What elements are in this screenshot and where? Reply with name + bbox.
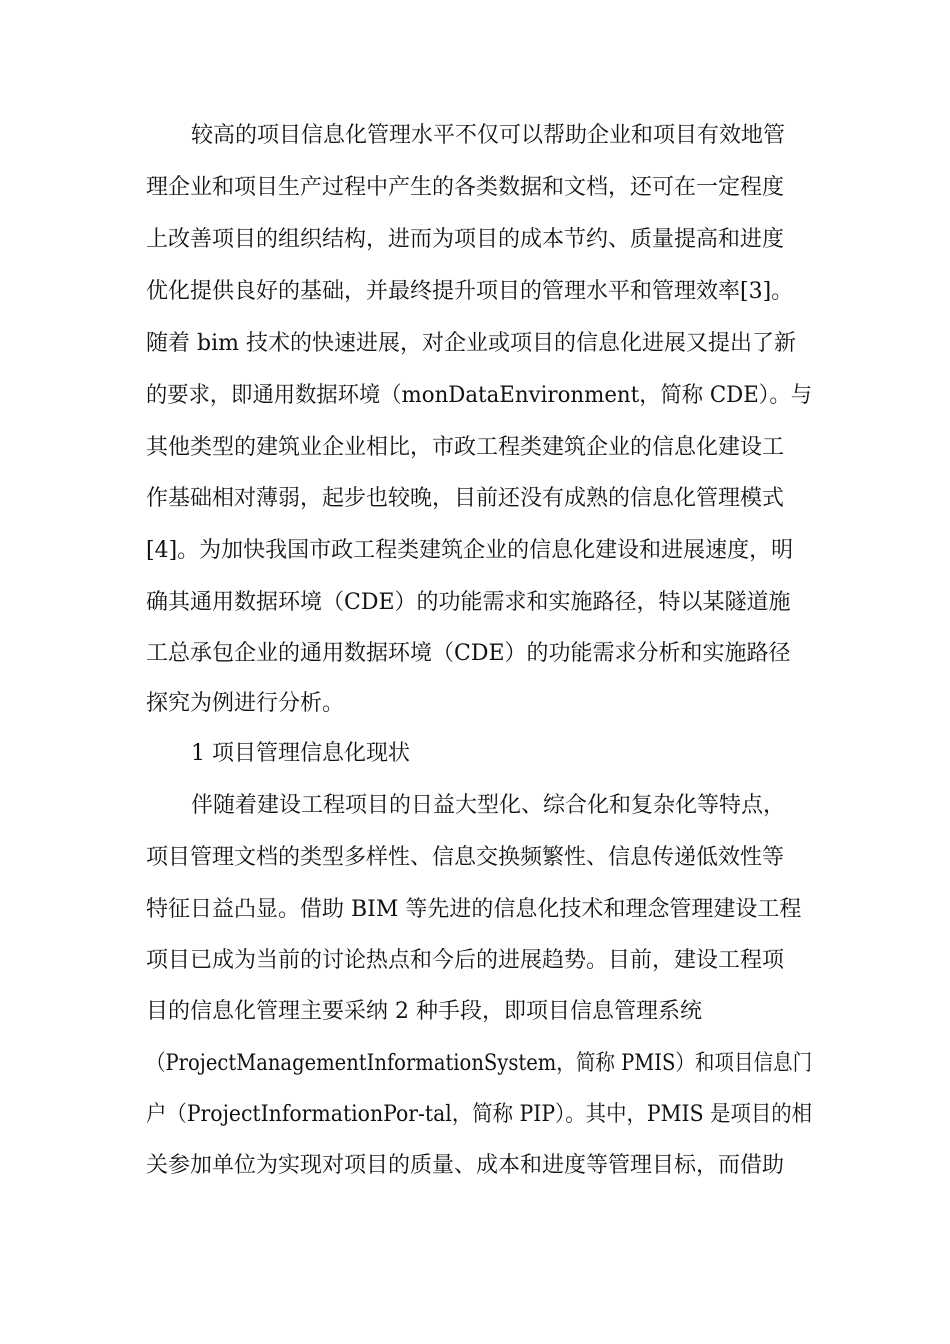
paragraph-line: （ProjectManagementInformationSystem，简称 PMIS）和项目信息门 [146, 1051, 813, 1076]
paragraph-line: 户（ProjectInformationPor-tal，简称 PIP）。其中，PMIS 是项目的相 [146, 1102, 813, 1127]
paragraph-line: 其他类型的建筑业企业相比，市政工程类建筑企业的信息化建设工 [146, 435, 785, 460]
section-heading: 1 项目管理信息化现状 [191, 741, 410, 766]
paragraph-line: 工总承包企业的通用数据环境（CDE）的功能需求分析和实施路径 [146, 641, 791, 666]
paragraph-line: 项目管理文档的类型多样性、信息交换频繁性、信息传递低效性等 [146, 845, 785, 870]
paragraph-line: 随着 bim 技术的快速进展，对企业或项目的信息化进展又提出了新 [146, 331, 796, 356]
paragraph-line: 上改善项目的组织结构，进而为项目的成本节约、质量提高和进度 [146, 227, 785, 252]
paragraph-line: 作基础相对薄弱，起步也较晚，目前还没有成熟的信息化管理模式 [146, 486, 785, 511]
paragraph-line: 优化提供良好的基础，并最终提升项目的管理水平和管理效率[3]。 [146, 279, 794, 304]
paragraph-line: 项目已成为当前的讨论热点和今后的进展趋势。目前，建设工程项 [146, 948, 785, 973]
paragraph-line: [4]。为加快我国市政工程类建筑企业的信息化建设和进展速度，明 [146, 538, 794, 563]
paragraph-line: 的要求，即通用数据环境（monDataEnvironment，简称 CDE）。与 [146, 383, 813, 408]
paragraph-line: 理企业和项目生产过程中产生的各类数据和文档，还可在一定程度 [146, 175, 785, 200]
paragraph-line: 关参加单位为实现对项目的质量、成本和进度等管理目标，而借助 [146, 1153, 785, 1178]
paragraph-line: 目的信息化管理主要采纳 2 种手段，即项目信息管理系统 [146, 999, 702, 1024]
paragraph-line: 较高的项目信息化管理水平不仅可以帮助企业和项目有效地管 [191, 123, 786, 148]
paragraph-line: 确其通用数据环境（CDE）的功能需求和实施路径，特以某隧道施 [146, 590, 791, 615]
paragraph-line: 特征日益凸显。借助 BIM 等先进的信息化技术和理念管理建设工程 [146, 897, 802, 922]
paragraph-line: 探究为例进行分析。 [146, 691, 345, 716]
paragraph-line: 伴随着建设工程项目的日益大型化、综合化和复杂化等特点， [191, 793, 786, 818]
